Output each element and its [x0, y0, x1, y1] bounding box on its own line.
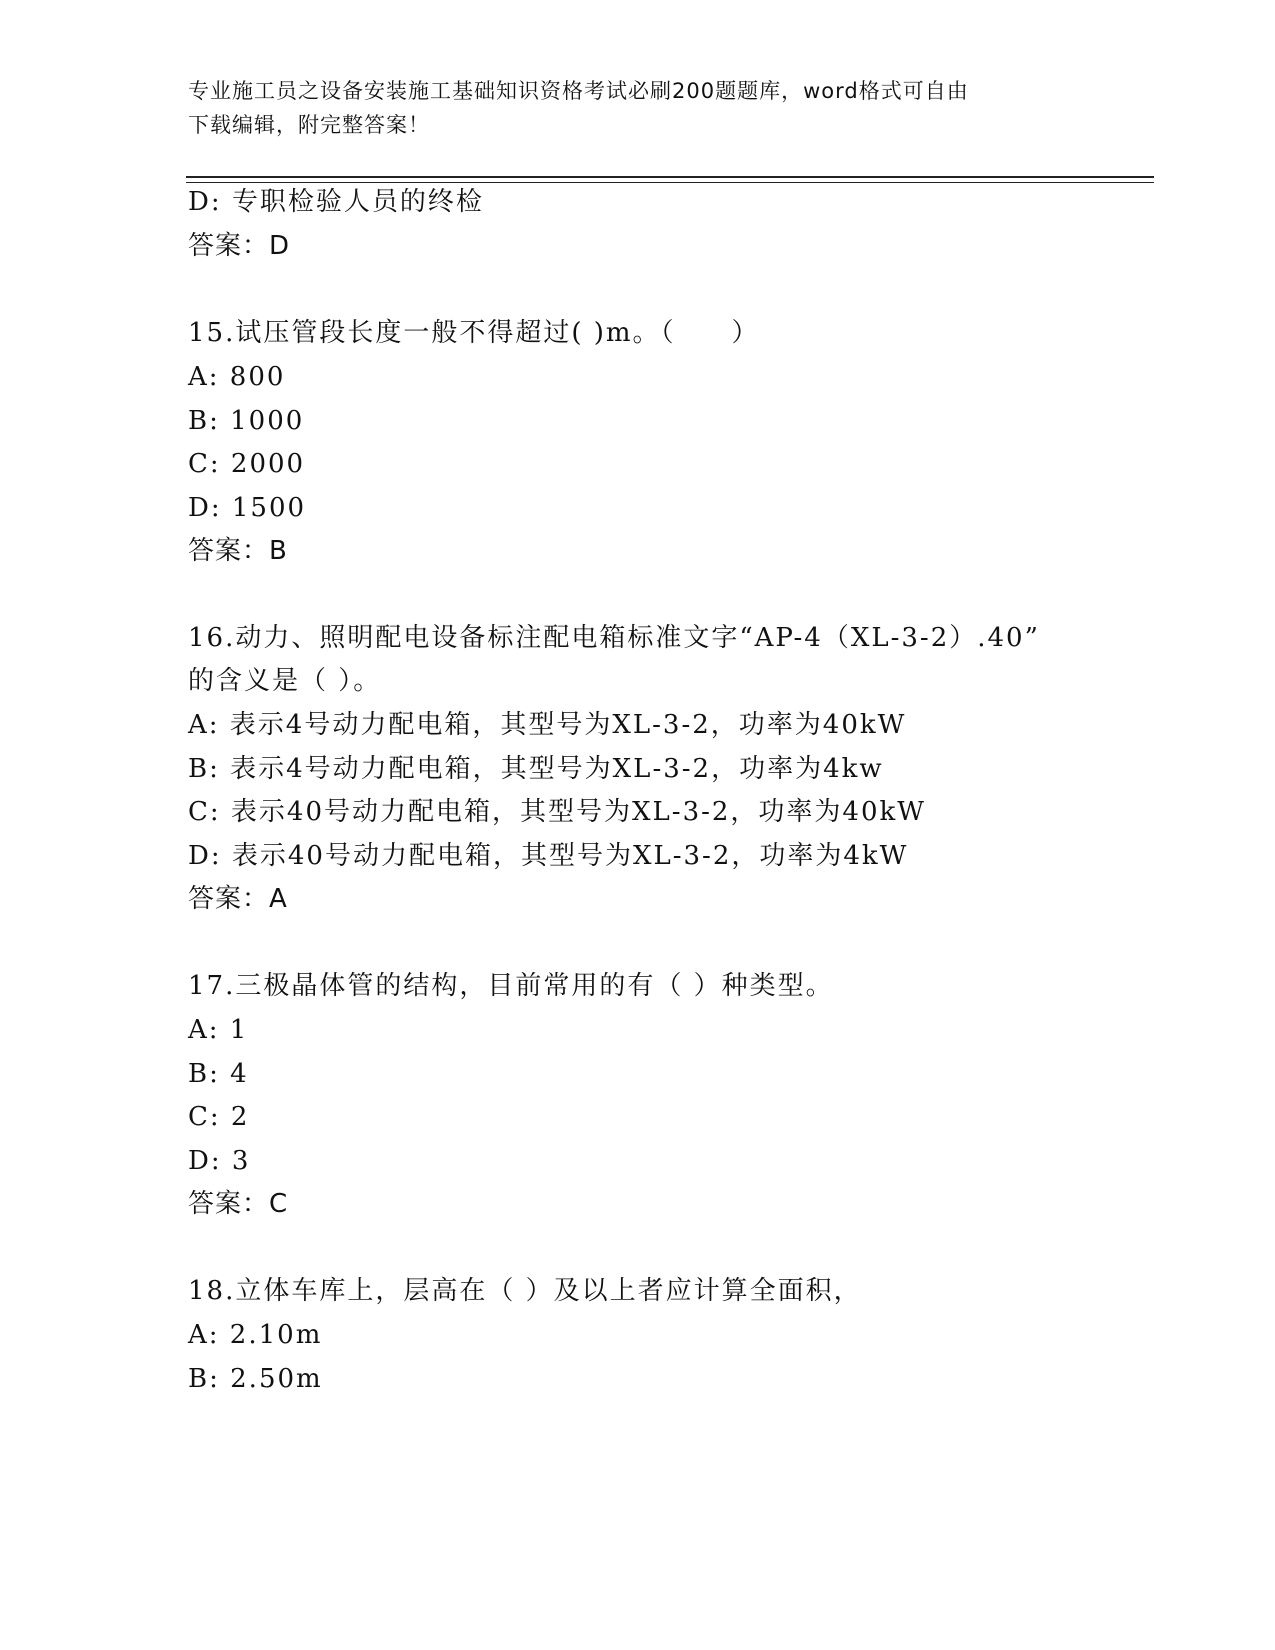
question-16-stem-line-1: 16.动力、照明配电设备标注配电箱标准文字“AP-4（XL-3-2）.40” — [188, 623, 1040, 653]
question-15-option-d: D: 1500 — [188, 493, 307, 523]
question-16-option-b: B: 表示4号动力配电箱，其型号为XL-3-2，功率为4kw — [188, 754, 884, 784]
question-16-option-a: A: 表示4号动力配电箱，其型号为XL-3-2，功率为40kW — [188, 710, 907, 740]
question-18-stem: 18.立体车库上，层高在（ ）及以上者应计算全面积， — [188, 1276, 862, 1306]
question-15-option-c: C: 2000 — [188, 449, 306, 479]
question-15-answer: 答案：B — [188, 536, 288, 566]
question-15-option-a: A: 800 — [188, 362, 286, 392]
question-16-answer: 答案：A — [188, 884, 288, 914]
document-header — [188, 74, 1068, 142]
prev-option-d: D: 专职检验人员的终检 — [188, 187, 484, 217]
question-17-answer: 答案：C — [188, 1189, 289, 1219]
question-18-option-a: A: 2.10m — [188, 1320, 323, 1350]
question-15-option-b: B: 1000 — [188, 406, 305, 436]
question-18-option-b: B: 2.50m — [188, 1364, 323, 1394]
question-17-option-d: D: 3 — [188, 1146, 251, 1176]
question-17-option-b: B: 4 — [188, 1059, 249, 1089]
question-15-stem: 15.试压管段长度一般不得超过( )m。（ ） — [188, 318, 760, 348]
header-divider-thick — [186, 176, 1154, 178]
header-divider-thin — [186, 182, 1154, 183]
prev-answer: 答案：D — [188, 231, 291, 261]
header-line-2: 下载编辑，附完整答案！ — [188, 113, 430, 137]
question-17-option-c: C: 2 — [188, 1102, 250, 1132]
question-16-stem-line-2: 的含义是（ ）。 — [188, 666, 382, 696]
question-17-option-a: A: 1 — [188, 1015, 249, 1045]
question-17-stem: 17.三极晶体管的结构，目前常用的有（ ）种类型。 — [188, 971, 834, 1001]
question-16-option-c: C: 表示40号动力配电箱，其型号为XL-3-2，功率为40kW — [188, 797, 926, 827]
question-16-option-d: D: 表示40号动力配电箱，其型号为XL-3-2，功率为4kW — [188, 841, 909, 871]
header-line-1: 专业施工员之设备安装施工基础知识资格考试必刷200题题库，word格式可自由 — [188, 79, 969, 103]
